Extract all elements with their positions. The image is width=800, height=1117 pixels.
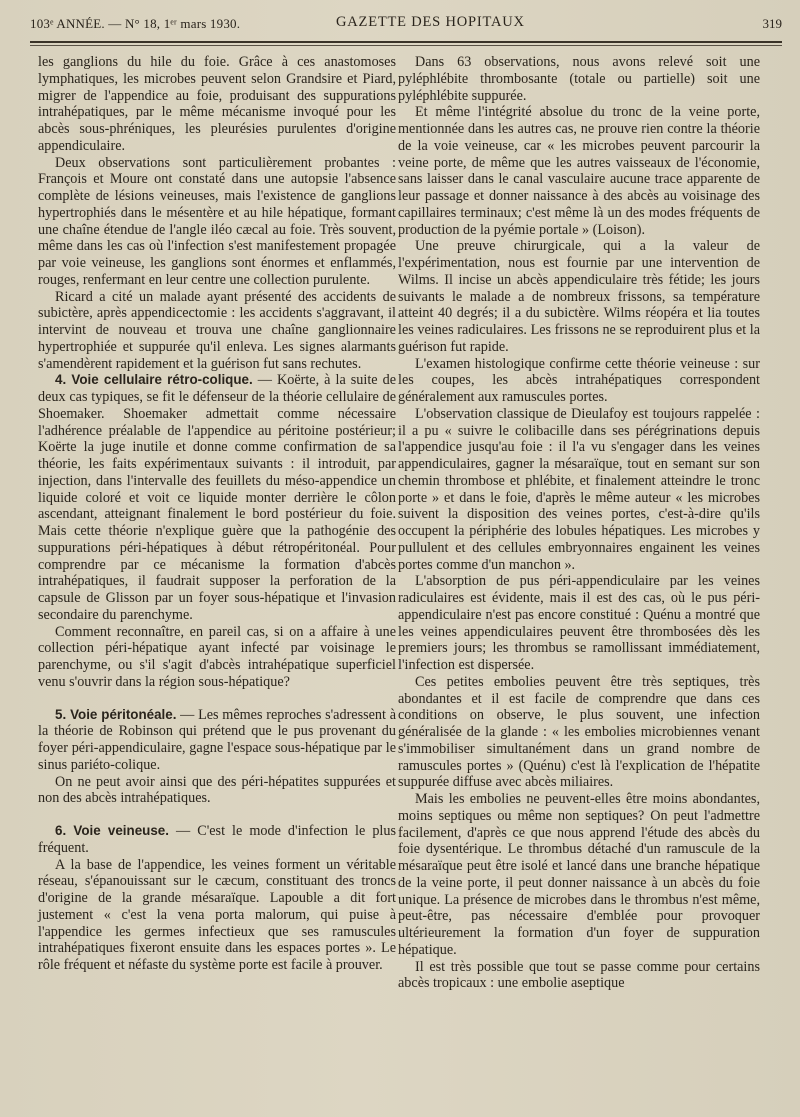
section-heading: 5. Voie péritonéale. bbox=[55, 706, 177, 722]
right-column bbox=[398, 54, 760, 992]
section-text: — C'est le mode d'infection le plus fréquent. bbox=[38, 823, 396, 856]
section-heading: 4. Voie cellulaire rétro-colique. bbox=[55, 372, 253, 388]
paragraph: Ricard a cité un malade ayant présenté des accidents de subictère, après appendicectomie : les accidents s'aggravant, il intervint de nouveau et trouva une chaîne ganglionnaire hypertrophiée et suppurée qu'il enleva. Les signes alarmants s'amendèrent rapidement et la guérison fut sans rechutes. bbox=[38, 288, 396, 372]
paragraph: L'observation classique de Dieulafoy est toujours rappelée : il a pu « suivre le colibacille dans ses pérégrinations depuis l'appendice jusqu'au foie : il l'a vu s'engager dans les veines appendiculaires, gagner la mésaraïque, tout en semant sur son chemin thrombose et phlébite, et finalement atteindre le tronc porte » et dans le foie, d'après le même auteur « les microbes suivent la disposition des veines portes, c'est-à-dire qu'ils occupent la périphérie des lobules hépatiques. Les microbes y pullulent et des cellules embryonnaires engainent les veines portes comme d'un manchon ». bbox=[398, 405, 760, 573]
paragraph: L'examen histologique confirme cette théorie veineuse : sur les coupes, les abcès intrahépatiques correspondent généralement aux ramuscules portes. bbox=[398, 355, 760, 405]
section-text: — Les mêmes reproches s'adressent à la théorie de Robinson qui prétend que le pus provenant du foyer péri-appendiculaire, gagne l'espace sous-hépatique par le sinus pariéto-colique. bbox=[38, 706, 396, 773]
paragraph: Mais les embolies ne peuvent-elles être moins abondantes, moins septiques ou même non septiques? On peut l'admettre facilement, d'après ce que nous apprend l'étude des abcès du foie dysentérique. Le thrombus détaché d'un ramuscule de la mésaraïque peut être isolé et lancé dans une branche hépatique de la veine porte, il peut donner naissance à un abcès du foie unique. La présence de microbes dans le thrombus n'est même, peut-être, pas nécessaire d'emblée pour provoquer ultérieurement la formation d'un foyer de suppuration hépatique. bbox=[398, 791, 760, 958]
section-text: — Koërte, à la suite de deux cas typiques, se fit le défenseur de la théorie cellulaire de Shoemaker. Shoemaker admettait comme nécessaire l'adhérence préalable de l'appendice au péritoine postérieur; Koërte la juge inutile et donne comme confirmation de sa théorie, les faits expérimentaux suivants : il introduit, par injection, dans l'intervalle des feuillets du méso-appendice un liquide coloré et voit ce liquide monter derrière le côlon ascendant, atteignant finalement le bord postérieur du foie. Mais cette théorie n'explique guère que la pathogénie des suppurations péri-hépatiques à début rétropéritonéal. Pour comprendre par ce mécanisme la formation d'abcès intrahépatiques, il faudrait supposer la perforation de la capsule de Glisson par un foyer sous-hépatique et l'invasion secondaire du parenchyme. bbox=[38, 372, 396, 623]
header-rule-thin bbox=[30, 45, 782, 46]
paragraph: Et même l'intégrité absolue du tronc de la veine porte, mentionnée dans les autres cas, ne prouve rien contre la théorie de la voie veineuse, car « les microbes peuvent parcourir la veine porte, de même que les autres vaisseaux de l'économie, sans laisser dans le canal vasculaire aucune trace apparente de leur passage et donner naissance à des abcès au voisinage des capillaires terminaux; c'est même là un des modes fréquents de production de la pyémie portale » (Loison). bbox=[398, 104, 760, 238]
left-column bbox=[38, 54, 396, 974]
section-paragraph bbox=[38, 707, 396, 774]
paragraph: A la base de l'appendice, les veines forment un véritable réseau, s'épanouissant sur le cæcum, constituant des troncs d'origine de la grande mésaraïque. Lapouble a dit fort justement « c'est la vena porta malorum, qui puise à l'appendice les germes infectieux que ses ramuscules intrahépatiques fixeront ensuite dans les espaces portes ». Le rôle fréquent et néfaste du système porte est facile à prouver. bbox=[38, 856, 396, 973]
running-header bbox=[30, 14, 782, 36]
section-paragraph bbox=[38, 823, 396, 857]
paragraph: Dans 63 observations, nous avons relevé soit une pyléphlébite thrombosante (totale ou partielle) soit une pyléphlébite suppurée. bbox=[398, 54, 760, 104]
page-number: 319 bbox=[762, 16, 782, 31]
section-paragraph bbox=[38, 372, 396, 623]
paragraph: les ganglions du hile du foie. Grâce à ces anastomoses lymphatiques, les microbes peuvent selon Grandsire et Piard, migrer de l'appendice au foie, produisant des suppurations intrahépatiques, par le même mécanisme invoqué pour les abcès sous-phréniques, les pleurésies purulentes d'origine appendiculaire. bbox=[38, 54, 396, 154]
journal-title: GAZETTE DES HOPITAUX bbox=[336, 14, 525, 30]
paragraph: Comment reconnaître, en pareil cas, si on a affaire à une collection péri-hépatique ayant infecté par voisinage le parenchyme, ou s'il s'agit d'abcès intrahépatique superficiel venu s'ouvrir dans la région sous-hépatique? bbox=[38, 623, 396, 690]
header-rule bbox=[30, 41, 782, 43]
section-heading: 6. Voie veineuse. bbox=[55, 823, 169, 838]
paragraph: Deux observations sont particulièrement probantes : François et Moure ont constaté dans une autopsie l'absence complète de lésions veineuses, mais l'existence de ganglions hypertrophiés dans le mésentère et au hile hépatique, formant une chaîne étendue de l'angle iléo cæcal au foie. Très souvent, même dans les cas où l'infection s'est manifestement propagée par voie veineuse, les ganglions sont énormes et enflammés, rouges, renfermant en leur centre une collection purulente. bbox=[38, 154, 396, 288]
paragraph: Il est très possible que tout se passe comme pour certains abcès tropicaux : une embolie aseptique bbox=[398, 958, 760, 992]
paragraph: Une preuve chirurgicale, qui a la valeur de l'expérimentation, nous est fournie par une intervention de Wilms. Il incise un abcès appendiculaire très fétide; les jours suivants le malade a de nombreux frissons, sa température atteint 40 degrés; il a du subictère. Wilms réopéra et lia toutes les veines radiculaires. Les frissons ne se reproduirent plus et la guérison fut rapide. bbox=[398, 238, 760, 355]
paragraph: L'absorption de pus péri-appendiculaire par les veines radiculaires est évidente, mais il est des cas, où le pus péri-appendiculaire n'est pas encore constitué : Quénu a montré que les veines appendiculaires peuvent être thrombosées dès les premiers jours; les thrombus se ramollissant immédiatement, l'infection est dispersée. bbox=[398, 573, 760, 673]
paragraph: Ces petites embolies peuvent être très septiques, très abondantes et il est facile de comprendre que dans ces conditions on observe, le plus souvent, une infection généralisée de la glande : « les embolies microbiennes venant s'immobiliser simultanément dans un grand nombre de ramuscules portes » (Quénu) c'est là l'explication de l'hépatite suppurée diffuse avec abcès miliaires. bbox=[398, 673, 760, 791]
issue-info: 103ᵉ ANNÉE. — N° 18, 1ᵉʳ mars 1930. bbox=[30, 16, 241, 31]
paragraph: On ne peut avoir ainsi que des péri-hépatites suppurées et non des abcès intrahépatiques. bbox=[38, 773, 396, 807]
